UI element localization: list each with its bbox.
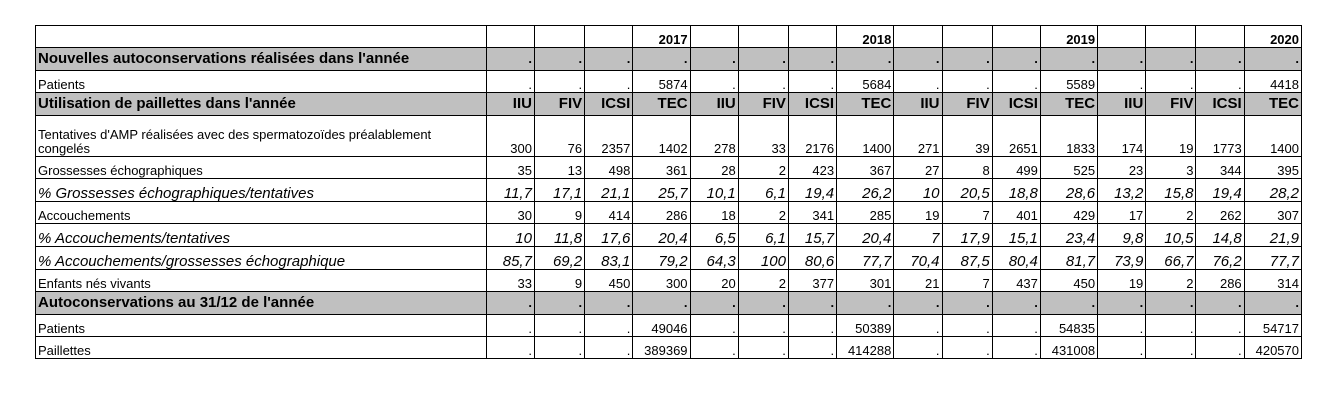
year-blank-cell [1146, 26, 1196, 48]
method-header-cell: IIU [1098, 93, 1146, 116]
value-cell: 50389 [837, 315, 894, 337]
value-cell: 33 [738, 116, 788, 157]
value-cell: 6,5 [690, 224, 738, 247]
value-cell: 367 [837, 157, 894, 179]
value-cell: 27 [894, 157, 942, 179]
value-cell: 1402 [633, 116, 690, 157]
value-cell: . [1040, 292, 1097, 315]
value-cell: . [992, 292, 1040, 315]
method-header-cell: ICSI [992, 93, 1040, 116]
value-cell: . [942, 292, 992, 315]
year-blank-cell [1098, 26, 1146, 48]
value-cell: 100 [738, 247, 788, 270]
value-cell: 21,9 [1244, 224, 1301, 247]
value-cell: 33 [486, 270, 534, 292]
year-blank-cell [1196, 26, 1244, 48]
value-cell: 361 [633, 157, 690, 179]
value-cell: . [534, 292, 584, 315]
value-cell: . [894, 337, 942, 359]
value-cell: 15,1 [992, 224, 1040, 247]
value-cell: 66,7 [1146, 247, 1196, 270]
value-cell: 450 [585, 270, 633, 292]
value-cell: . [1098, 337, 1146, 359]
value-cell: 1833 [1040, 116, 1097, 157]
value-cell: 19 [894, 202, 942, 224]
value-cell: . [1196, 48, 1244, 71]
value-cell: 49046 [633, 315, 690, 337]
table-row [36, 116, 1302, 157]
row-label: Enfants nés vivants [36, 270, 487, 292]
value-cell: . [633, 48, 690, 71]
row-label: % Grossesses échographiques/tentatives [36, 179, 487, 202]
value-cell: 18 [690, 202, 738, 224]
value-cell: . [894, 48, 942, 71]
row-label: Tentatives d'AMP réalisées avec des spermatozoïdes préalablement congelés [36, 116, 487, 157]
value-cell: 314 [1244, 270, 1301, 292]
value-cell: 11,8 [534, 224, 584, 247]
value-cell: 300 [486, 116, 534, 157]
method-header-cell: IIU [486, 93, 534, 116]
value-cell: 1400 [1244, 116, 1301, 157]
value-cell: . [690, 315, 738, 337]
value-cell: 431008 [1040, 337, 1097, 359]
value-cell: 6,1 [738, 179, 788, 202]
value-cell: . [690, 48, 738, 71]
value-cell: 14,8 [1196, 224, 1244, 247]
value-cell: 7 [942, 202, 992, 224]
value-cell: . [1146, 292, 1196, 315]
value-cell: . [585, 337, 633, 359]
value-cell: . [942, 71, 992, 93]
value-cell: 9 [534, 270, 584, 292]
value-cell: . [738, 337, 788, 359]
value-cell: 10 [894, 179, 942, 202]
year-blank-cell [486, 26, 534, 48]
method-header-cell: TEC [633, 93, 690, 116]
value-cell: . [486, 48, 534, 71]
row-label: Nouvelles autoconservations réalisées dans l'année [36, 48, 487, 71]
value-cell: 2651 [992, 116, 1040, 157]
value-cell: 423 [788, 157, 836, 179]
value-cell: 8 [942, 157, 992, 179]
statistics-table [35, 25, 1302, 359]
value-cell: . [534, 315, 584, 337]
method-header-cell: FIV [534, 93, 584, 116]
value-cell: . [788, 337, 836, 359]
value-cell: . [738, 292, 788, 315]
value-cell: 2 [738, 157, 788, 179]
method-header-cell: ICSI [1196, 93, 1244, 116]
value-cell: 2 [1146, 202, 1196, 224]
value-cell: 18,8 [992, 179, 1040, 202]
table-row [36, 157, 1302, 179]
value-cell: . [1196, 337, 1244, 359]
table-row [36, 247, 1302, 270]
value-cell: 301 [837, 270, 894, 292]
value-cell: 80,6 [788, 247, 836, 270]
value-cell: 76 [534, 116, 584, 157]
value-cell: 23,4 [1040, 224, 1097, 247]
value-cell: . [894, 315, 942, 337]
value-cell: . [1098, 71, 1146, 93]
row-label: % Accouchements/grossesses échographique [36, 247, 487, 270]
value-cell: . [1146, 48, 1196, 71]
method-header-cell: IIU [894, 93, 942, 116]
value-cell: 35 [486, 157, 534, 179]
year-blank-cell [942, 26, 992, 48]
value-cell: 437 [992, 270, 1040, 292]
value-cell: . [1196, 315, 1244, 337]
value-cell: 414288 [837, 337, 894, 359]
table-row [36, 224, 1302, 247]
table-row [36, 93, 1302, 116]
value-cell: . [534, 337, 584, 359]
row-label: Patients [36, 71, 487, 93]
value-cell: 11,7 [486, 179, 534, 202]
value-cell: 9,8 [1098, 224, 1146, 247]
value-cell: 278 [690, 116, 738, 157]
value-cell: . [992, 315, 1040, 337]
value-cell: 15,8 [1146, 179, 1196, 202]
value-cell: . [992, 71, 1040, 93]
year-cell-2017: 2017 [633, 26, 690, 48]
value-cell: . [690, 337, 738, 359]
value-cell: 285 [837, 202, 894, 224]
value-cell: 73,9 [1098, 247, 1146, 270]
value-cell: . [788, 71, 836, 93]
row-label: % Accouchements/tentatives [36, 224, 487, 247]
value-cell: 17,9 [942, 224, 992, 247]
value-cell: . [1196, 292, 1244, 315]
year-blank-cell [894, 26, 942, 48]
value-cell: 23 [1098, 157, 1146, 179]
row-label: Accouchements [36, 202, 487, 224]
value-cell: 5684 [837, 71, 894, 93]
table-row [36, 179, 1302, 202]
value-cell: 54717 [1244, 315, 1301, 337]
method-header-cell: IIU [690, 93, 738, 116]
value-cell: 2357 [585, 116, 633, 157]
value-cell: 54835 [1040, 315, 1097, 337]
value-cell: . [992, 337, 1040, 359]
value-cell: . [942, 48, 992, 71]
value-cell: . [942, 337, 992, 359]
value-cell: . [1146, 337, 1196, 359]
value-cell: 271 [894, 116, 942, 157]
value-cell: 64,3 [690, 247, 738, 270]
value-cell: 525 [1040, 157, 1097, 179]
value-cell: 498 [585, 157, 633, 179]
value-cell: . [894, 292, 942, 315]
year-blank-cell [992, 26, 1040, 48]
value-cell: . [690, 71, 738, 93]
value-cell: . [788, 48, 836, 71]
value-cell: 414 [585, 202, 633, 224]
year-cell-2020: 2020 [1244, 26, 1301, 48]
value-cell: . [788, 292, 836, 315]
method-header-cell: FIV [738, 93, 788, 116]
method-header-cell: ICSI [585, 93, 633, 116]
value-cell: 20,5 [942, 179, 992, 202]
value-cell: . [837, 48, 894, 71]
value-cell: 174 [1098, 116, 1146, 157]
table-row [36, 315, 1302, 337]
row-label: Autoconservations au 31/12 de l'année [36, 292, 487, 315]
value-cell: . [633, 292, 690, 315]
value-cell: . [1244, 292, 1301, 315]
value-cell: . [788, 315, 836, 337]
value-cell: . [738, 71, 788, 93]
row-label: Paillettes [36, 337, 487, 359]
value-cell: 19 [1146, 116, 1196, 157]
method-header-cell: TEC [837, 93, 894, 116]
value-cell: 377 [788, 270, 836, 292]
table-row [36, 337, 1302, 359]
value-cell: 69,2 [534, 247, 584, 270]
value-cell: 262 [1196, 202, 1244, 224]
value-cell: 10,5 [1146, 224, 1196, 247]
value-cell: 25,7 [633, 179, 690, 202]
value-cell: . [738, 315, 788, 337]
method-header-cell: FIV [942, 93, 992, 116]
value-cell: 450 [1040, 270, 1097, 292]
table-row [36, 270, 1302, 292]
value-cell: 30 [486, 202, 534, 224]
value-cell: 20 [690, 270, 738, 292]
value-cell: . [486, 315, 534, 337]
year-blank-cell [690, 26, 738, 48]
value-cell: 2 [1146, 270, 1196, 292]
table-row [36, 48, 1302, 71]
value-cell: 20,4 [633, 224, 690, 247]
value-cell: 7 [942, 270, 992, 292]
value-cell: 3 [1146, 157, 1196, 179]
value-cell: 26,2 [837, 179, 894, 202]
value-cell: 87,5 [942, 247, 992, 270]
value-cell: . [738, 48, 788, 71]
value-cell: . [486, 71, 534, 93]
year-cell-2018: 2018 [837, 26, 894, 48]
value-cell: 2176 [788, 116, 836, 157]
year-blank-cell [788, 26, 836, 48]
value-cell: . [486, 337, 534, 359]
value-cell: 77,7 [837, 247, 894, 270]
value-cell: 21,1 [585, 179, 633, 202]
value-cell: 6,1 [738, 224, 788, 247]
value-cell: . [585, 71, 633, 93]
row-label: Utilisation de paillettes dans l'année [36, 93, 487, 116]
row-label: Patients [36, 315, 487, 337]
value-cell: . [837, 292, 894, 315]
value-cell: 28,2 [1244, 179, 1301, 202]
value-cell: 1773 [1196, 116, 1244, 157]
method-header-cell: ICSI [788, 93, 836, 116]
value-cell: . [992, 48, 1040, 71]
corner-cell [36, 26, 487, 48]
value-cell: . [1040, 48, 1097, 71]
value-cell: 10 [486, 224, 534, 247]
value-cell: 83,1 [585, 247, 633, 270]
value-cell: . [585, 48, 633, 71]
value-cell: 13,2 [1098, 179, 1146, 202]
value-cell: . [534, 48, 584, 71]
value-cell: 307 [1244, 202, 1301, 224]
value-cell: 19,4 [788, 179, 836, 202]
value-cell: 499 [992, 157, 1040, 179]
year-cell-2019: 2019 [1040, 26, 1097, 48]
method-header-cell: FIV [1146, 93, 1196, 116]
value-cell: 17,6 [585, 224, 633, 247]
value-cell: 341 [788, 202, 836, 224]
value-cell: 19 [1098, 270, 1146, 292]
table-row [36, 202, 1302, 224]
table-row [36, 71, 1302, 93]
year-header-row [36, 26, 1302, 48]
value-cell: 5589 [1040, 71, 1097, 93]
value-cell: 85,7 [486, 247, 534, 270]
value-cell: 21 [894, 270, 942, 292]
value-cell: 10,1 [690, 179, 738, 202]
value-cell: 19,4 [1196, 179, 1244, 202]
value-cell: 300 [633, 270, 690, 292]
value-cell: 2 [738, 202, 788, 224]
value-cell: 9 [534, 202, 584, 224]
value-cell: 81,7 [1040, 247, 1097, 270]
method-header-cell: TEC [1244, 93, 1301, 116]
value-cell: 76,2 [1196, 247, 1244, 270]
value-cell: 28,6 [1040, 179, 1097, 202]
value-cell: 420570 [1244, 337, 1301, 359]
row-label: Grossesses échographiques [36, 157, 487, 179]
table-body [36, 26, 1302, 359]
value-cell: . [585, 292, 633, 315]
value-cell: . [534, 71, 584, 93]
value-cell: 80,4 [992, 247, 1040, 270]
value-cell: 344 [1196, 157, 1244, 179]
value-cell: 39 [942, 116, 992, 157]
value-cell: 429 [1040, 202, 1097, 224]
value-cell: . [1146, 315, 1196, 337]
year-blank-cell [585, 26, 633, 48]
value-cell: 15,7 [788, 224, 836, 247]
value-cell: 13 [534, 157, 584, 179]
value-cell: 20,4 [837, 224, 894, 247]
year-blank-cell [534, 26, 584, 48]
value-cell: . [942, 315, 992, 337]
value-cell: . [486, 292, 534, 315]
value-cell: 79,2 [633, 247, 690, 270]
value-cell: 5874 [633, 71, 690, 93]
value-cell: 17 [1098, 202, 1146, 224]
value-cell: . [1098, 315, 1146, 337]
value-cell: 28 [690, 157, 738, 179]
value-cell: 1400 [837, 116, 894, 157]
value-cell: 401 [992, 202, 1040, 224]
value-cell: 4418 [1244, 71, 1301, 93]
value-cell: . [1196, 71, 1244, 93]
value-cell: 2 [738, 270, 788, 292]
method-header-cell: TEC [1040, 93, 1097, 116]
value-cell: 286 [633, 202, 690, 224]
value-cell: 286 [1196, 270, 1244, 292]
value-cell: . [690, 292, 738, 315]
value-cell: . [894, 71, 942, 93]
value-cell: . [1244, 48, 1301, 71]
value-cell: 7 [894, 224, 942, 247]
value-cell: 70,4 [894, 247, 942, 270]
value-cell: 389369 [633, 337, 690, 359]
value-cell: 17,1 [534, 179, 584, 202]
table-row [36, 292, 1302, 315]
value-cell: 395 [1244, 157, 1301, 179]
value-cell: . [585, 315, 633, 337]
value-cell: . [1098, 48, 1146, 71]
value-cell: . [1146, 71, 1196, 93]
value-cell: 77,7 [1244, 247, 1301, 270]
year-blank-cell [738, 26, 788, 48]
value-cell: . [1098, 292, 1146, 315]
